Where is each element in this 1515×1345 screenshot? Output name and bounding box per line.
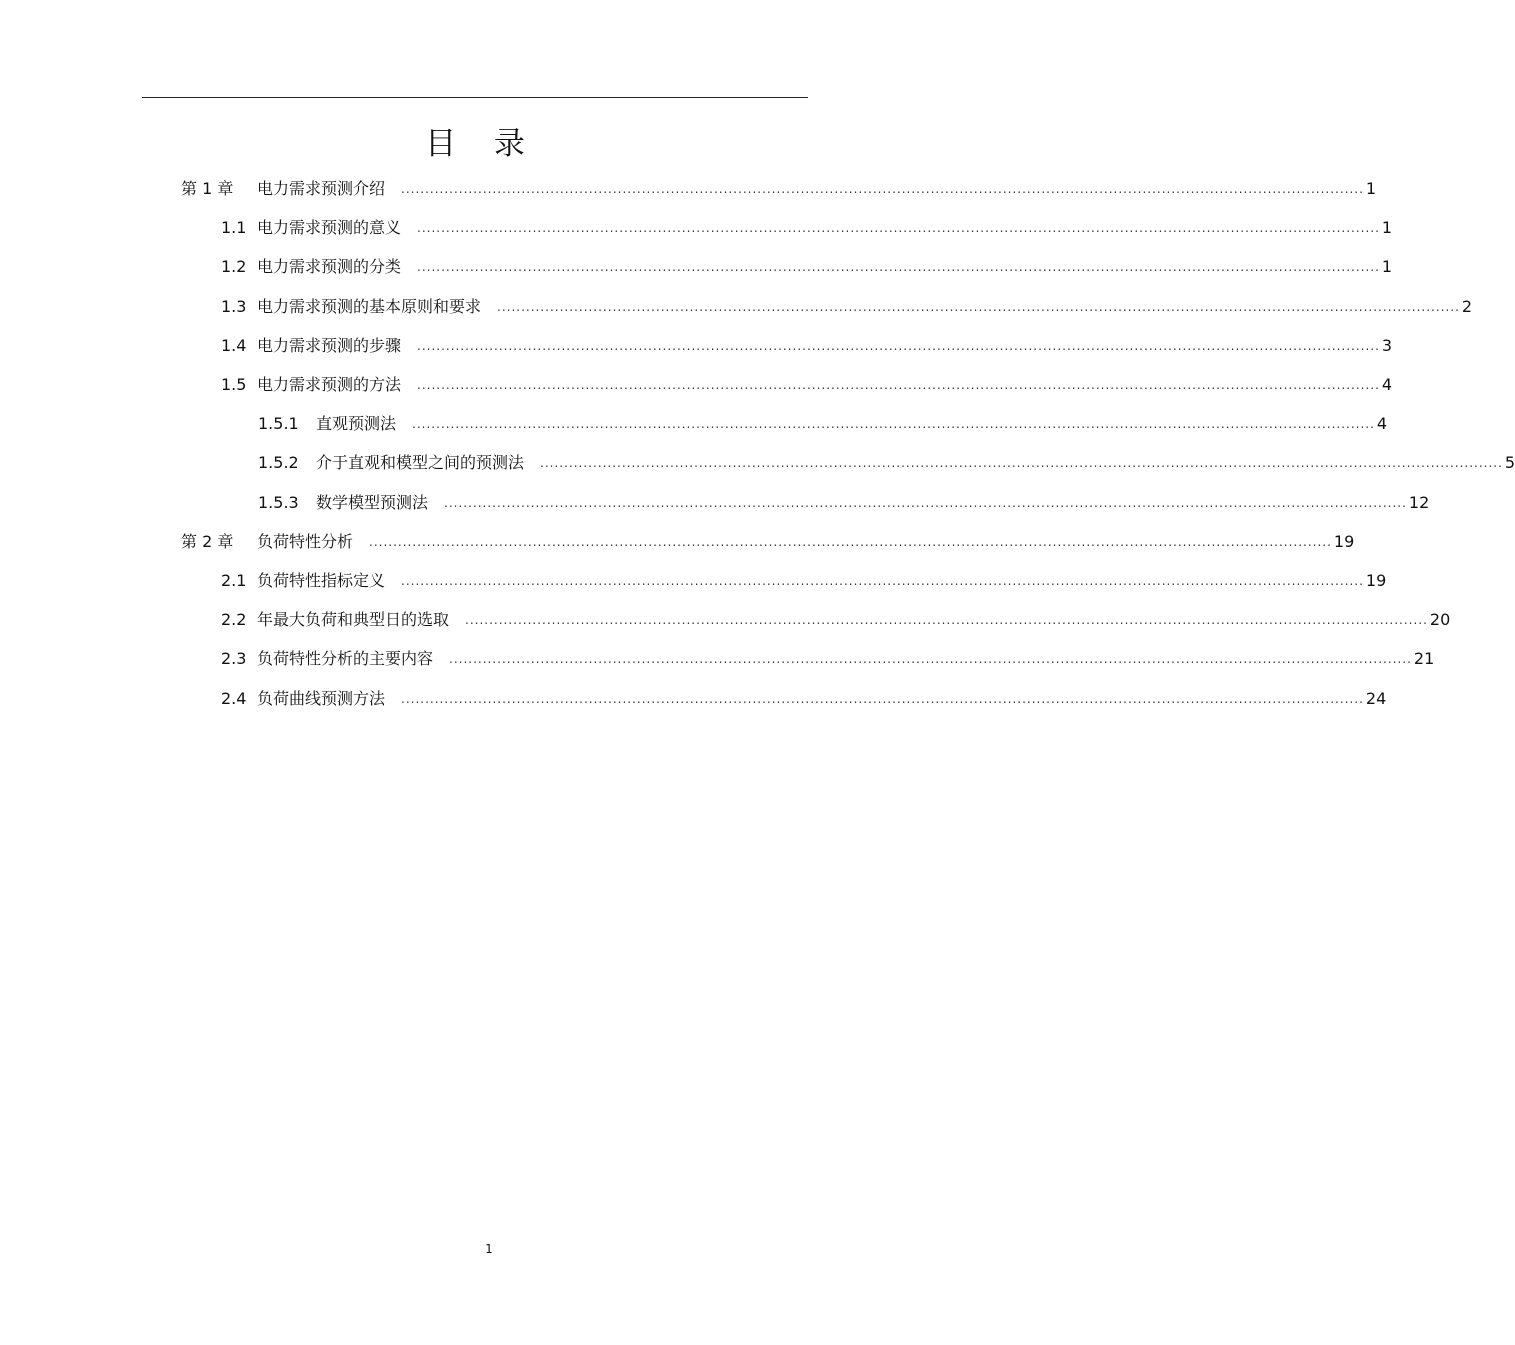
toc-dot-leader: ........................................................................................................................................................................................................ bbox=[417, 260, 1380, 275]
toc-entry-number: 第 1 章 bbox=[181, 179, 234, 198]
toc-entry-title: 电力需求预测的基本原则和要求 bbox=[257, 296, 482, 316]
toc-entry-number: 1.2 bbox=[221, 257, 247, 277]
toc-entry-page: 12 bbox=[1408, 492, 1430, 512]
toc-entry-title: 电力需求预测介绍 bbox=[257, 179, 386, 198]
toc-entry[interactable] bbox=[221, 327, 1393, 357]
toc-entry-page: 24 bbox=[1365, 688, 1387, 708]
toc-title: 目 录 bbox=[425, 126, 539, 162]
toc-entry-number: 1.5 bbox=[221, 375, 247, 394]
toc-entry[interactable] bbox=[221, 562, 1387, 592]
toc-entry[interactable] bbox=[221, 248, 1393, 278]
toc-entry[interactable] bbox=[258, 405, 1388, 435]
toc-entry-page: 1 bbox=[1381, 218, 1393, 238]
toc-entry[interactable] bbox=[221, 640, 1435, 670]
toc-entry-title: 负荷特性分析 bbox=[257, 531, 354, 551]
toc-entry-number: 1.5.1 bbox=[258, 414, 299, 434]
toc-entry-page: 2 bbox=[1461, 296, 1473, 316]
toc-entry-number: 1.3 bbox=[221, 296, 247, 316]
toc-entry-number: 2.4 bbox=[221, 688, 247, 708]
toc-entry-page: 4 bbox=[1376, 414, 1388, 434]
toc-entry-number: 1.1 bbox=[221, 218, 247, 238]
toc-entry[interactable] bbox=[221, 366, 1393, 396]
toc-entry[interactable] bbox=[181, 523, 1355, 553]
toc-entry-page: 3 bbox=[1381, 335, 1393, 355]
toc-entry-number: 1.5.2 bbox=[258, 453, 299, 473]
toc-entry-page: 19 bbox=[1333, 531, 1355, 551]
toc-dot-leader: ........................................................................................................................................................................................................ bbox=[417, 378, 1380, 392]
toc-dot-leader: ........................................................................................................................................................................................................ bbox=[401, 691, 1364, 706]
toc-entry-number: 2.2 bbox=[221, 610, 247, 630]
toc-entry-title: 电力需求预测的步骤 bbox=[257, 335, 402, 355]
toc-entry-title: 年最大负荷和典型日的选取 bbox=[257, 610, 450, 630]
toc-dot-leader: ........................................................................................................................................................................................................ bbox=[444, 495, 1407, 510]
toc-dot-leader: ........................................................................................................................................................................................................ bbox=[497, 299, 1460, 314]
toc-entry[interactable] bbox=[221, 601, 1451, 631]
toc-entry-page: 4 bbox=[1381, 375, 1393, 394]
toc-entry-number: 2.3 bbox=[221, 649, 247, 669]
toc-entry-number: 1.4 bbox=[221, 335, 247, 355]
toc-dot-leader: ........................................................................................................................................................................................................ bbox=[465, 613, 1428, 628]
toc-entry-title: 电力需求预测的方法 bbox=[257, 375, 402, 394]
toc-entry[interactable] bbox=[258, 444, 1515, 474]
toc-entry-title: 负荷曲线预测方法 bbox=[257, 688, 386, 708]
toc-entry-page: 1 bbox=[1365, 179, 1377, 198]
toc-entry[interactable] bbox=[221, 209, 1393, 239]
toc-entry-title: 负荷特性指标定义 bbox=[257, 571, 386, 590]
toc-entry-page: 1 bbox=[1381, 257, 1393, 277]
toc-entry-page: 21 bbox=[1413, 649, 1435, 669]
toc-entry-number: 2.1 bbox=[221, 571, 247, 590]
page-number: 1 bbox=[485, 1242, 493, 1256]
toc-entry-title: 负荷特性分析的主要内容 bbox=[257, 649, 434, 669]
toc-entry-page: 19 bbox=[1365, 571, 1387, 590]
toc-entry-number: 第 2 章 bbox=[181, 531, 234, 551]
toc-entry[interactable] bbox=[221, 288, 1473, 318]
toc-entry[interactable] bbox=[181, 170, 1377, 200]
toc-dot-leader: ........................................................................................................................................................................................................ bbox=[369, 534, 1332, 549]
toc-entry-number: 1.5.3 bbox=[258, 492, 299, 512]
toc-dot-leader: ........................................................................................................................................................................................................ bbox=[449, 652, 1412, 667]
toc-entry-title: 直观预测法 bbox=[316, 414, 397, 434]
toc-entry-title: 数学模型预测法 bbox=[316, 492, 429, 512]
toc-dot-leader: ........................................................................................................................................................................................................ bbox=[401, 574, 1364, 588]
toc-dot-leader: ........................................................................................................................................................................................................ bbox=[540, 456, 1503, 471]
toc-dot-leader: ........................................................................................................................................................................................................ bbox=[412, 417, 1375, 432]
toc-entry-title: 介于直观和模型之间的预测法 bbox=[316, 453, 525, 473]
toc-dot-leader: ........................................................................................................................................................................................................ bbox=[401, 182, 1364, 196]
toc-entry[interactable] bbox=[221, 680, 1387, 710]
toc-entry-title: 电力需求预测的意义 bbox=[257, 218, 402, 238]
toc-entry-page: 20 bbox=[1429, 610, 1451, 630]
toc-entry-title: 电力需求预测的分类 bbox=[257, 257, 402, 277]
toc-entry-page: 5 bbox=[1504, 453, 1515, 473]
toc-dot-leader: ........................................................................................................................................................................................................ bbox=[417, 221, 1380, 236]
toc-dot-leader: ........................................................................................................................................................................................................ bbox=[417, 338, 1380, 353]
header-rule bbox=[142, 97, 808, 98]
toc-entry[interactable] bbox=[258, 484, 1430, 514]
